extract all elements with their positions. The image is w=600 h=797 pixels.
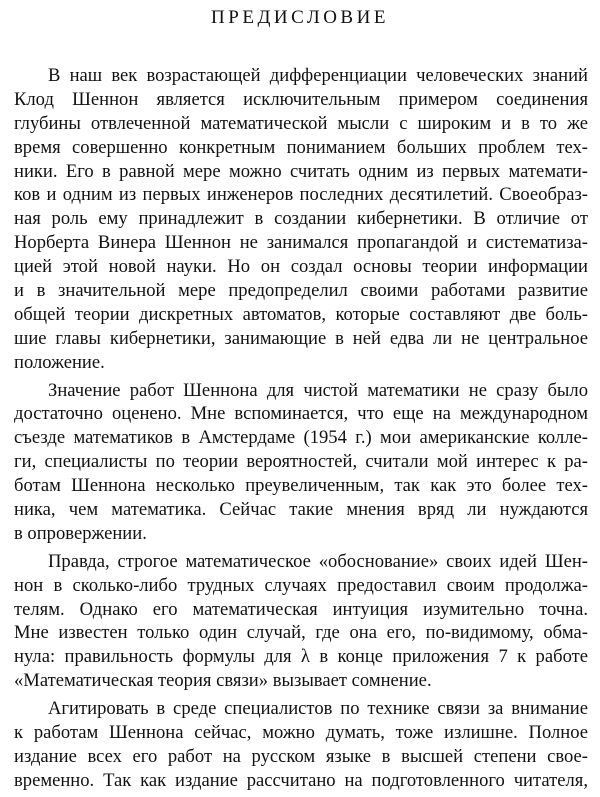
text-line: нула: правильность формулы для λ в конце приложения 7 к работе <box>14 646 588 668</box>
text-line: ники. Его в равной мере можно считать одним из первых математи- <box>14 160 588 182</box>
text-line: общей теории дискретных автоматов, которые составляют две боль- <box>14 303 588 325</box>
text-line: достаточно оценено. Мне вспоминается, что еще на международном <box>14 403 588 425</box>
text-line: нон в сколько-либо трудных случаях предоставил своим продолжа- <box>14 574 588 596</box>
text-line: временно. Так как издание рассчитано на подготовленного читателя, <box>14 769 588 791</box>
preface-text <box>14 64 588 797</box>
text-line: телям. Однако его математическая интуиция изумительно точна. <box>14 598 588 620</box>
text-line: ботам Шеннона несколько преувеличенным, так как это более тех- <box>14 475 588 497</box>
text-line: Агитировать в среде специалистов по технике связи за внимание <box>48 698 588 720</box>
text-line: Правда, строгое математическое «обоснование» своих идей Шен- <box>48 550 588 572</box>
text-line: и в значительной мере предопределил своими работами развитие <box>14 280 588 302</box>
text-line: глубины отвлеченной математической мысли с широким и в то же <box>14 112 588 134</box>
paragraph <box>14 550 588 693</box>
text-line: время совершенно конкретным пониманием больших проблем тех- <box>14 136 588 158</box>
paragraph <box>14 697 588 793</box>
text-line: ника, чем математика. Сейчас такие мнения вряд ли нуждаются <box>14 499 588 521</box>
text-line: ги, специалисты по теории вероятностей, считали мой интерес к ра- <box>14 451 588 473</box>
text-line: в опровержении. <box>14 522 147 544</box>
text-line: цией этой новой науки. Но он создал основы теории информации <box>14 256 588 278</box>
page-title: ПРЕДИСЛОВИЕ <box>211 7 389 28</box>
text-line: «Математическая теория связи» вызывает сомнение. <box>14 670 432 692</box>
paragraph <box>14 64 588 375</box>
text-line: съезде математиков в Амстердаме (1954 г.) мои американские колле- <box>14 427 588 449</box>
text-line: Клод Шеннон является исключительным примером соединения <box>14 88 588 110</box>
paragraph <box>14 379 588 546</box>
text-line: Норберта Винера Шеннон не занимался пропагандой и систематиза- <box>14 232 588 254</box>
text-line: Значение работ Шеннона для чистой математики не сразу было <box>48 379 588 401</box>
text-line: издание всех его работ на русском языке в высшей степени свое- <box>14 745 588 767</box>
text-line: положение. <box>14 351 105 373</box>
text-line: ков и одним из первых инженеров последних десятилетий. Своеобраз- <box>14 184 588 206</box>
text-line: шие главы кибернетики, занимающие в ней едва ли не центральное <box>14 327 588 349</box>
text-line: к работам Шеннона сейчас, можно думать, тоже излишне. Полное <box>14 722 588 744</box>
text-line: В наш век возрастающей дифференциации человеческих знаний <box>48 65 588 86</box>
text-line: Мне известен только один случай, где она его, по-видимому, обма- <box>14 622 588 644</box>
text-line: ная роль ему принадлежит в создании кибернетики. В отличие от <box>14 208 588 230</box>
